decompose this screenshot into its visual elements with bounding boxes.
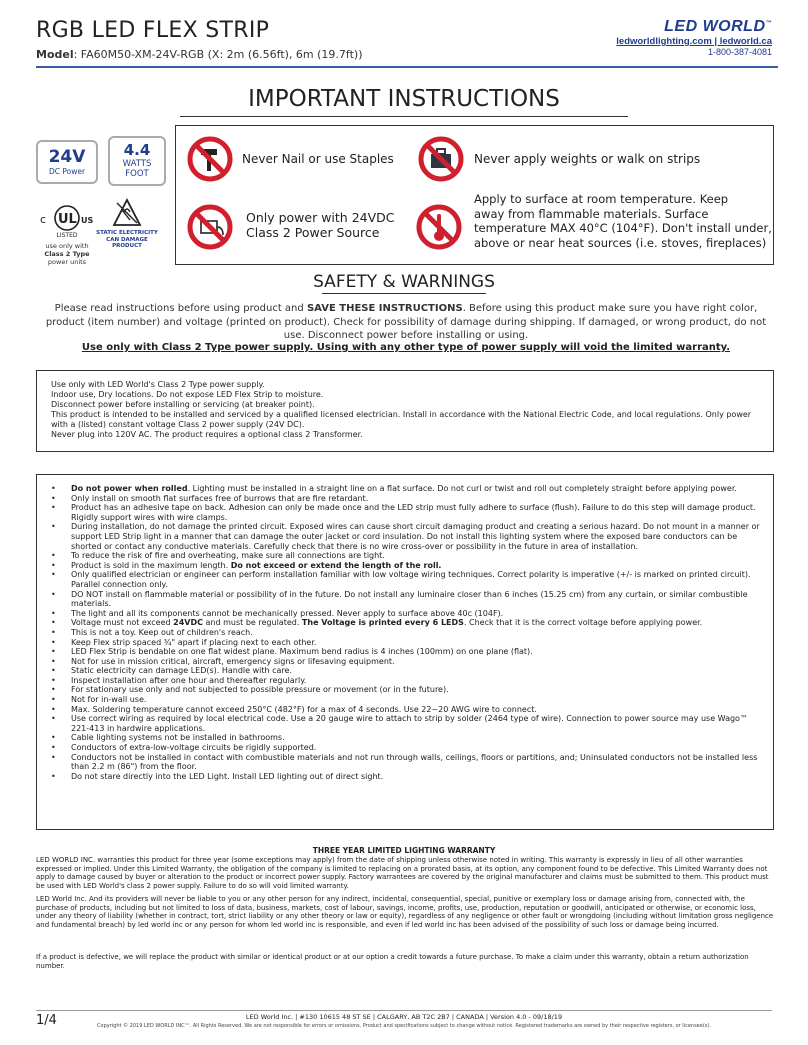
important-title: IMPORTANT INSTRUCTIONS	[248, 86, 560, 112]
list-item: • Not for in-wall use.	[47, 695, 763, 705]
warranty-paragraph-1: LED WORLD INC. warranties this product for three year (some exceptions may apply) from the date of shipping unless otherwise noted in writing. This warranty is expressly in lieu of all other warranties expressed or implied. Under this Limited Warranty, the obligation of the company is limited to replacing on a prorated basis, at its option, any component found to be defective. This Limited Warranty does not apply to damage caused by buyer or alteration to the product or incorrect power supply. Factory warrantees are covered by the original manufacturer and claims must be submitted to them. This product must be used with LED World's class 2 power supply. Failure to do so will void limited warranty.	[36, 856, 769, 890]
header-divider	[36, 66, 778, 68]
warning-no-weight: Never apply weights or walk on strips	[474, 152, 701, 166]
class2-line: Disconnect power before installing or servicing (at breaker point).	[51, 400, 315, 409]
list-item: • For stationary use only and not subjected to possible pressure or movement (or in the future).	[47, 685, 763, 695]
installation-rules-box	[36, 474, 774, 830]
watts-sub1: WATTS	[122, 159, 152, 169]
brand-phone: 1-800-387-4081	[707, 47, 772, 57]
list-item: • Cable lighting systems not be installed in bathrooms.	[47, 733, 763, 743]
model-value: : FA60M50-XM-24V-RGB (X: 2m (6.56ft), 6m (19.7ft))	[73, 48, 363, 61]
svg-text:UL: UL	[58, 212, 77, 227]
warranty-paragraph-2: LED World Inc. And its providers will never be liable to you or any other person for any indirect, incidental, consequential, special, punitive or exemplary loss or damage arising from, connected with, the purchase of products, including but not limited to loss of data, business, markets, cost of labour, savings, income, profits, use, production, reputation or goodwill, anticipated or otherwise, or economic loss, under any theory of liability (whether in contract, tort, strict liability or any other theory or law or equity), regardless of any negligence or other fault or wrongdoing (including without limitation gross negligence and fundamental breach) by led world inc or any person for whom led world inc is responsible, and even if led world inc has been advised of the possibility of such loss or damage being incurred.	[36, 895, 774, 929]
list-item: • Max. Soldering temperature cannot exceed 250°C (482°F) for a max of 4 seconds. Use 22~20 AWG wire to connect.	[47, 705, 763, 715]
safety-title: SAFETY & WARNINGS	[313, 272, 495, 292]
warning-power-line1: Only power with 24VDC	[246, 210, 395, 225]
ul-c: c	[40, 213, 47, 226]
list-item: • Product has an adhesive tape on back. Adhesion can only be made once and the LED strip must fully adhere to surface (flush). Failure to do this step will damage product. Rigidly support wires with wire clamps.	[47, 503, 763, 522]
ul-us: US	[81, 216, 94, 225]
static-line1: STATIC ELECTRICITY	[96, 230, 158, 236]
document-title: RGB LED FLEX STRIP	[36, 18, 270, 43]
list-item: • Conductors of extra-low-voltage circuits be rigidly supported.	[47, 743, 763, 753]
ul-listed-text: LISTED	[56, 232, 78, 239]
list-item: • Conductors not be installed in contact with combustible materials and not run through walls, ceilings, floors or partitions, and; Uninsulated conductors not be installed less than 2.2 m (86") from the floor.	[47, 753, 763, 772]
warning-heat	[474, 192, 772, 250]
list-item: • This is not a toy. Keep out of children's reach.	[47, 628, 763, 638]
class2-requirements-box	[36, 370, 774, 452]
warranty-paragraph-3: If a product is defective, we will replace the product with similar or identical product or at our option a credit towards a future purchase. To make a claim under this warranty, obtain a return authorization number.	[36, 953, 749, 970]
warning-heat-line2: away from flammable materials. Surface	[474, 206, 709, 221]
list-item: • Inspect installation after one hour and thereafter regularly.	[47, 676, 763, 686]
list-item-text: . Lighting must be installed in a straight line on a flat surface. Do not curl or twist and roll out completely straight before applying power.	[187, 484, 737, 493]
footer-divider	[36, 1010, 772, 1011]
list-item-bold: The Voltage is printed every 6 LEDS	[301, 618, 464, 628]
brand-text: LED WORLD	[664, 18, 766, 35]
no-wrong-power-icon	[187, 204, 233, 250]
no-heat-icon	[416, 204, 462, 250]
voltage-badge	[36, 140, 98, 184]
list-item: • LED Flex Strip is bendable on one flat widest plane. Maximum bend radius is 4 inches (100mm) on one plane (flat).	[47, 647, 763, 657]
class2-line: Indoor use, Dry locations. Do not expose LED Flex Strip to moisture.	[51, 390, 324, 399]
list-item: • Only qualified electrician or engineer can perform installation familiar with low voltage wiring techniques. Correct polarity is imperative (+/- is marked on printed circuit). Parallel connection only.	[47, 570, 763, 589]
brand-sites-link[interactable]: ledworldlighting.com | ledworld.ca	[616, 36, 772, 47]
list-item	[47, 618, 763, 628]
list-item-bold: Do not exceed or extend the length of the roll.	[230, 560, 442, 570]
model-label: Model	[36, 48, 74, 61]
intro-part-b: SAVE THESE INSTRUCTIONS	[306, 303, 463, 314]
static-line2: CAN DAMAGE	[106, 236, 148, 243]
brand-name	[616, 18, 772, 36]
class2-warranty-notice: Use only with Class 2 Type power supply. Using with any other type of power supply will void the limited warranty.	[81, 342, 731, 353]
list-item-text: . Check that it is the correct voltage before applying power.	[463, 618, 703, 628]
warning-power	[246, 210, 395, 240]
warning-panel	[175, 125, 774, 265]
no-weight-icon	[418, 136, 464, 182]
list-item-text: Voltage must not exceed	[71, 618, 174, 628]
list-item: • Keep Flex strip spaced ¾" apart if placing next to each other.	[47, 638, 763, 648]
page-number: 1/4	[36, 1013, 57, 1028]
warranty-title: THREE YEAR LIMITED LIGHTING WARRANTY	[312, 846, 496, 855]
static-electricity-icon	[112, 198, 142, 228]
list-item-text: Product is sold in the maximum length.	[71, 560, 231, 570]
warning-heat-line3: temperature MAX 40°C (104°F). Don't install under,	[474, 221, 772, 235]
list-item: • During installation, do not damage the printed circuit. Exposed wires can cause short circuit damaging product and creating a serious hazard. Do not mount in a manner or support LED Strip light in a manner that can damage the outer jacket or cord insulation. Do not install this lighting system where the exposed bare conductors can be shorted or contact any conductive materials. Carefully check that there is no wire cross-over or possibility in the future in area of installation.	[47, 522, 763, 551]
warning-heat-line1: Apply to surface at room temperature. Keep	[474, 192, 729, 206]
ul-note-line1: use only with	[45, 242, 89, 250]
ul-note-line3: power units	[47, 258, 87, 266]
class2-line: This product is intended to be installed and serviced by a qualified licensed electrician. Install in accordance with the National Electric Code, and local regulations. Only power with a (listed) constant voltage Class 2 power supply (24V DC).	[51, 410, 752, 429]
warning-no-nail: Never Nail or use Staples	[242, 152, 394, 166]
voltage-sub: DC Power	[48, 167, 86, 176]
important-underline	[180, 116, 628, 117]
watts-badge	[108, 136, 166, 186]
safety-underline	[322, 293, 486, 294]
ul-note	[32, 242, 102, 266]
footer-address: LED World Inc. | #130 10615 48 ST SE | CALGARY, AB T2C 2B7 | CANADA | Version 4.0 - 09/18/19	[245, 1013, 563, 1021]
intro-part-a: Please read instructions before using product and	[54, 303, 307, 314]
voltage-value: 24V	[48, 147, 86, 167]
static-warning-text	[96, 230, 158, 250]
brand-logo	[616, 18, 772, 57]
list-item: • Do not stare directly into the LED Light. Install LED lighting out of direct sight.	[47, 772, 763, 782]
class2-line: Use only with LED World's Class 2 Type power supply.	[51, 380, 265, 389]
no-nail-icon	[187, 136, 233, 182]
list-item: • To reduce the risk of fire and overheating, make sure all connections are tight.	[47, 551, 763, 561]
list-item-text: and must be regulated.	[203, 618, 302, 628]
list-item-bold: 24VDC	[173, 618, 203, 628]
list-item	[47, 484, 763, 494]
list-item: • Static electricity can damage LED(s). Handle with care.	[47, 666, 763, 676]
brand-tm: ™	[765, 20, 772, 27]
list-item-bold: Do not power when rolled	[71, 484, 188, 493]
warning-heat-line4: above or near heat sources (i.e. stoves, fireplaces)	[474, 235, 767, 250]
watts-value: 4.4	[123, 141, 151, 159]
list-item: • DO NOT install on flammable material or possibility of in the future. Do not install any luminaire closer than 6 inches (15.25 cm) from any curtain, or similar combustible materials.	[47, 590, 763, 609]
list-item	[47, 561, 763, 571]
installation-rules-list	[47, 484, 763, 781]
list-item: • The light and all its components cannot be mechanically pressed. Never apply to surface above 40c (104F).	[47, 609, 763, 619]
ul-listed-icon	[38, 204, 96, 232]
warning-power-line2: Class 2 Power Source	[246, 225, 380, 240]
list-item: • Only install on smooth flat surfaces free of burrows that are fire retardant.	[47, 494, 763, 504]
model-line	[36, 48, 362, 61]
watts-sub2: FOOT	[125, 169, 149, 179]
footer-copyright: Copyright © 2019 LED WORLD INC™. All Rights Reserved. We are not responsible for errors or omissions. Product and specifications subject to change without notice. Registered trademarks are owned by their respective registers, or licensee(s).	[97, 1023, 711, 1029]
list-item: • Use correct wiring as required by local electrical code. Use a 20 gauge wire to attach to strip by solder (2464 type of wire). Connection to power source may use Wago™ 221-413 in hardwire applications.	[47, 714, 763, 733]
safety-intro	[34, 302, 778, 343]
list-item: • Not for use in mission critical, aircraft, emergency signs or lifesaving equipment.	[47, 657, 763, 667]
static-line3: PRODUCT	[112, 243, 142, 249]
intro-part-c: . Before using this product make sure you have right color, product (item number) and voltage (printed on product). Check for possibility of damage during shipping. If damaged, or wrong product, do not use. Disconnect power before installing or using.	[45, 303, 767, 341]
ul-note-line2: Class 2 Type	[44, 250, 90, 258]
class2-line: Never plug into 120V AC. The product requires a optional class 2 Transformer.	[51, 430, 363, 439]
